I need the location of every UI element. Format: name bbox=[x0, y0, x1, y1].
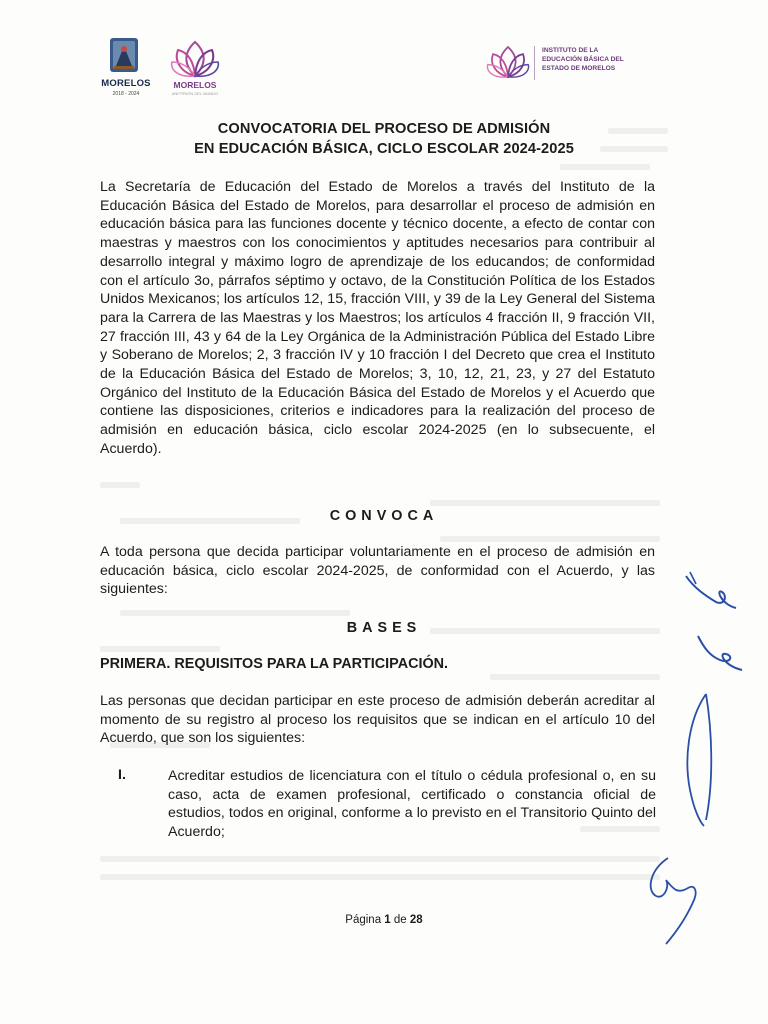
morelos-brand-logo bbox=[166, 38, 224, 100]
section-paragraph: Las personas que decidan participar en este proceso de admisión deberán acreditar al momento de su registro al proceso los requisitos que se indican en el artículo 10 del Acuerdo, que son los siguientes: bbox=[100, 693, 655, 747]
margin-initial-signature bbox=[676, 566, 746, 616]
bases-heading: BASES bbox=[346, 620, 422, 636]
left-logo-years: 2018 - 2024 bbox=[112, 91, 140, 97]
institute-name bbox=[542, 47, 672, 73]
page-word: Página bbox=[345, 914, 382, 926]
section-heading: PRIMERA. REQUISITOS PARA LA PARTICIPACIÓN. bbox=[100, 656, 449, 672]
list-item-text: Acreditar estudios de licenciatura con el título o cédula profesional o, en su caso, acta de examen profesional, certificado o constancia oficial de estudios, todos en original, conforme a lo previsto en el Transitorio Quinto del Acuerdo; bbox=[168, 768, 656, 841]
page-total: 28 bbox=[409, 914, 423, 926]
document-title-line-2: EN EDUCACIÓN BÁSICA, CICLO ESCOLAR 2024-2025 bbox=[194, 141, 574, 157]
coat-of-arms-icon bbox=[108, 36, 140, 76]
institute-name-line: EDUCACIÓN BÁSICA DEL bbox=[542, 55, 624, 63]
list-item-number: I. bbox=[118, 767, 126, 783]
mid-logo-subcaption: ANFITRIÓN DEL MUNDO bbox=[171, 91, 219, 96]
convoca-heading: CONVOCA bbox=[329, 508, 439, 524]
logo-divider bbox=[534, 46, 535, 80]
margin-signature-stroke bbox=[676, 690, 726, 830]
left-logo-caption: MORELOS bbox=[101, 78, 151, 89]
margin-initial-signature bbox=[690, 630, 750, 676]
document-title-line-1: CONVOCATORIA DEL PROCESO DE ADMISIÓN bbox=[217, 121, 551, 137]
mid-logo-caption: MORELOS bbox=[173, 80, 217, 90]
page-of: de bbox=[393, 914, 407, 926]
lotus-flower-icon bbox=[170, 38, 220, 80]
convoca-paragraph: A toda persona que decida participar voluntariamente en el proceso de admisión en educación básica, ciclo escolar 2024-2025, de conformidad con el Acuerdo, y las siguientes: bbox=[100, 544, 655, 598]
page-number bbox=[0, 914, 768, 926]
institute-name-line: INSTITUTO DE LA bbox=[542, 47, 599, 54]
intro-paragraph: La Secretaría de Educación del Estado de Morelos a través del Instituto de la Educación Básica del Estado de Morelos, para desarrollar el proceso de admisión en educación básica para las funciones docente y técnico docente, a efecto de contar con maestras y maestros con los conocimientos y aptitudes necesarios para contribuir al desarrollo integral y máximo logro de aprendizaje de los educandos; de conformidad con el artículo 3o, párrafos séptimo y octavo, de la Constitución Política de los Estados Unidos Mexicanos; los artículos 12, 15, fracción VIII, y 39 de la Ley General del Sistema para la Carrera de las Maestras y los Maestros; los artículos 4 fracción II, 9 fracción VII, 27 fracción III, 43 y 64 de la Ley Orgánica de la Administración Pública del Estado Libre y Soberano de Morelos; 2, 3 fracción IV y 10 fracción I del Decreto que crea el Instituto de la Educación Básica del Estado de Morelos; 3, 10, 12, 21, 23, y 27 del Estatuto Orgánico del Instituto de la Educación Básica del Estado de Morelos y el Acuerdo que contiene las disposiciones, criterios e indicadores para la realización del proceso de admisión en educación básica, ciclo escolar 2024-2025 (en lo subsecuente, el Acuerdo). bbox=[100, 179, 655, 457]
institute-name-line: ESTADO DE MORELOS bbox=[542, 64, 616, 72]
institute-logo bbox=[486, 42, 666, 84]
page-current: 1 bbox=[384, 914, 391, 926]
margin-signature-stroke bbox=[640, 850, 710, 950]
lotus-flower-icon bbox=[486, 42, 530, 82]
state-government-logo bbox=[98, 36, 154, 106]
